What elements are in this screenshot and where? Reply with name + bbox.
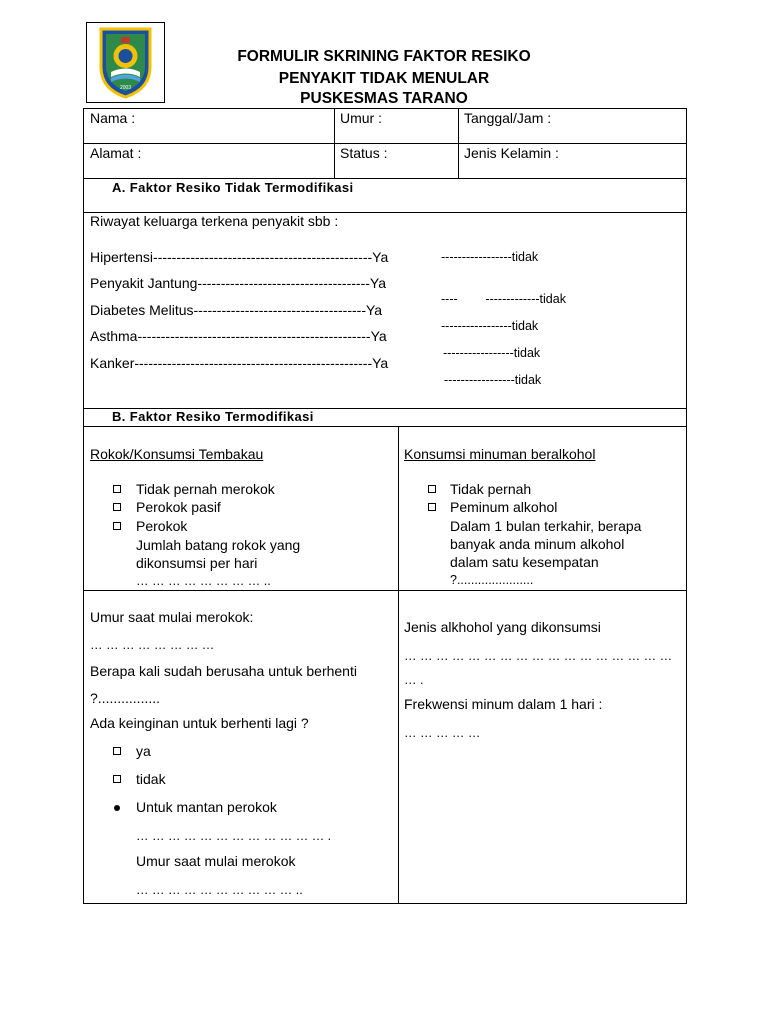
jenis-alkohol-label: Jenis alkhohol yang dikonsumsi	[404, 619, 601, 635]
rokok-heading: Rokok/Konsumsi Tembakau	[90, 446, 264, 462]
jumlah-rokok-dots[interactable]: … … … … … … … … ..	[136, 574, 271, 588]
checkbox-peminum-alkohol[interactable]	[428, 503, 436, 511]
col-divider	[458, 108, 459, 179]
alkohol-answer-dots[interactable]: ?......................	[450, 573, 534, 587]
option-tidak-pernah-merokok: Tidak pernah merokok	[136, 481, 275, 497]
checkbox-ya[interactable]	[113, 747, 121, 755]
nama-field[interactable]: Nama :	[90, 110, 136, 126]
row-divider	[83, 426, 687, 427]
form-title-line2: PENYAKIT TIDAK MENULAR	[278, 70, 490, 87]
jantung-tidak-option[interactable]: ---- -------------tidak	[441, 292, 566, 306]
jenis-alkohol-dots-2[interactable]: … .	[404, 673, 424, 687]
umur-mulai-mantan-dots[interactable]: … … … … … … … … … … ..	[136, 883, 303, 897]
checkbox-tidak[interactable]	[113, 775, 121, 783]
table-border-left	[83, 108, 84, 904]
option-perokok: Perokok	[136, 518, 188, 534]
alkohol-question-2: banyak anda minum alkohol	[450, 536, 625, 552]
umur-mulai-label: Umur saat mulai merokok:	[90, 609, 254, 625]
diabetes-ya-option[interactable]: Diabetes Melitus-------------------------------------Ya	[90, 302, 383, 318]
form-title-line1: FORMULIR SKRINING FAKTOR RESIKO	[237, 48, 531, 65]
kanker-tidak-option[interactable]: -----------------tidak	[444, 373, 542, 387]
option-peminum-alkohol: Peminum alkohol	[450, 499, 558, 515]
frekwensi-dots[interactable]: … … … … …	[404, 726, 481, 740]
mantan-perokok-label: Untuk mantan perokok	[136, 799, 277, 815]
logo-frame	[86, 22, 165, 103]
puskesmas-logo-icon	[87, 23, 164, 102]
asthma-tidak-option[interactable]: -----------------tidak	[443, 346, 541, 360]
form-title-line3: PUSKESMAS TARANO	[300, 90, 468, 107]
col-divider	[398, 426, 399, 904]
alkohol-heading: Konsumsi minuman beralkohol	[404, 446, 596, 462]
keinginan-label: Ada keinginan untuk berhenti lagi ?	[90, 715, 309, 731]
bullet-icon	[114, 805, 120, 811]
alamat-field[interactable]: Alamat :	[90, 145, 142, 161]
status-field[interactable]: Status :	[340, 145, 388, 161]
row-divider	[83, 178, 687, 179]
table-border-right	[686, 108, 687, 904]
riwayat-intro: Riwayat keluarga terkena penyakit sbb :	[90, 213, 339, 229]
hipertensi-ya-option[interactable]: Hipertensi-----------------------------------------------Ya	[90, 249, 389, 265]
jenis-alkohol-dots[interactable]: … … … … … … … … … … … … … … … … …	[404, 649, 673, 663]
hipertensi-tidak-option[interactable]: -----------------tidak	[441, 250, 539, 264]
section-a-title: A. Faktor Resiko Tidak Termodifikasi	[112, 180, 354, 195]
jantung-ya-option[interactable]: Penyakit Jantung-------------------------------------Ya	[90, 275, 386, 291]
checkbox-tidak-pernah-alkohol[interactable]	[428, 485, 436, 493]
table-border-bottom	[83, 903, 687, 904]
checkbox-tidak-pernah-merokok[interactable]	[113, 485, 121, 493]
alkohol-question-1: Dalam 1 bulan terkahir, berapa	[450, 518, 642, 534]
option-ya: ya	[136, 743, 151, 759]
umur-mulai-mantan-label: Umur saat mulai merokok	[136, 853, 296, 869]
jenis-kelamin-field[interactable]: Jenis Kelamin :	[464, 145, 559, 161]
berhenti-label: Berapa kali sudah berusaha untuk berhenti	[90, 663, 357, 679]
col-divider	[334, 108, 335, 179]
row-divider	[83, 590, 687, 591]
table-border-top	[83, 108, 687, 109]
alkohol-question-3: dalam satu kesempatan	[450, 554, 599, 570]
asthma-ya-option[interactable]: Asthma--------------------------------------------------Ya	[90, 328, 387, 344]
logo-year: 2003	[119, 85, 132, 91]
tanggal-field[interactable]: Tanggal/Jam :	[464, 110, 552, 126]
option-tidak: tidak	[136, 771, 166, 787]
frekwensi-label: Frekwensi minum dalam 1 hari :	[404, 696, 603, 712]
berhenti-dots[interactable]: ?................	[90, 690, 161, 706]
kanker-ya-option[interactable]: Kanker---------------------------------------------------Ya	[90, 355, 389, 371]
checkbox-perokok-pasif[interactable]	[113, 503, 121, 511]
section-b-title: B. Faktor Resiko Termodifikasi	[112, 409, 314, 424]
jumlah-rokok-label: Jumlah batang rokok yang	[136, 537, 301, 553]
option-tidak-pernah-alkohol: Tidak pernah	[450, 481, 532, 497]
umur-mulai-dots[interactable]: … … … … … … … …	[90, 638, 215, 652]
jumlah-rokok-label-2: dikonsumsi per hari	[136, 555, 258, 571]
option-perokok-pasif: Perokok pasif	[136, 499, 221, 515]
umur-field[interactable]: Umur :	[340, 110, 382, 126]
row-divider	[83, 143, 687, 144]
mantan-perokok-dots[interactable]: … … … … … … … … … … … … .	[136, 829, 332, 843]
checkbox-perokok[interactable]	[113, 522, 121, 530]
diabetes-tidak-option[interactable]: -----------------tidak	[441, 319, 539, 333]
